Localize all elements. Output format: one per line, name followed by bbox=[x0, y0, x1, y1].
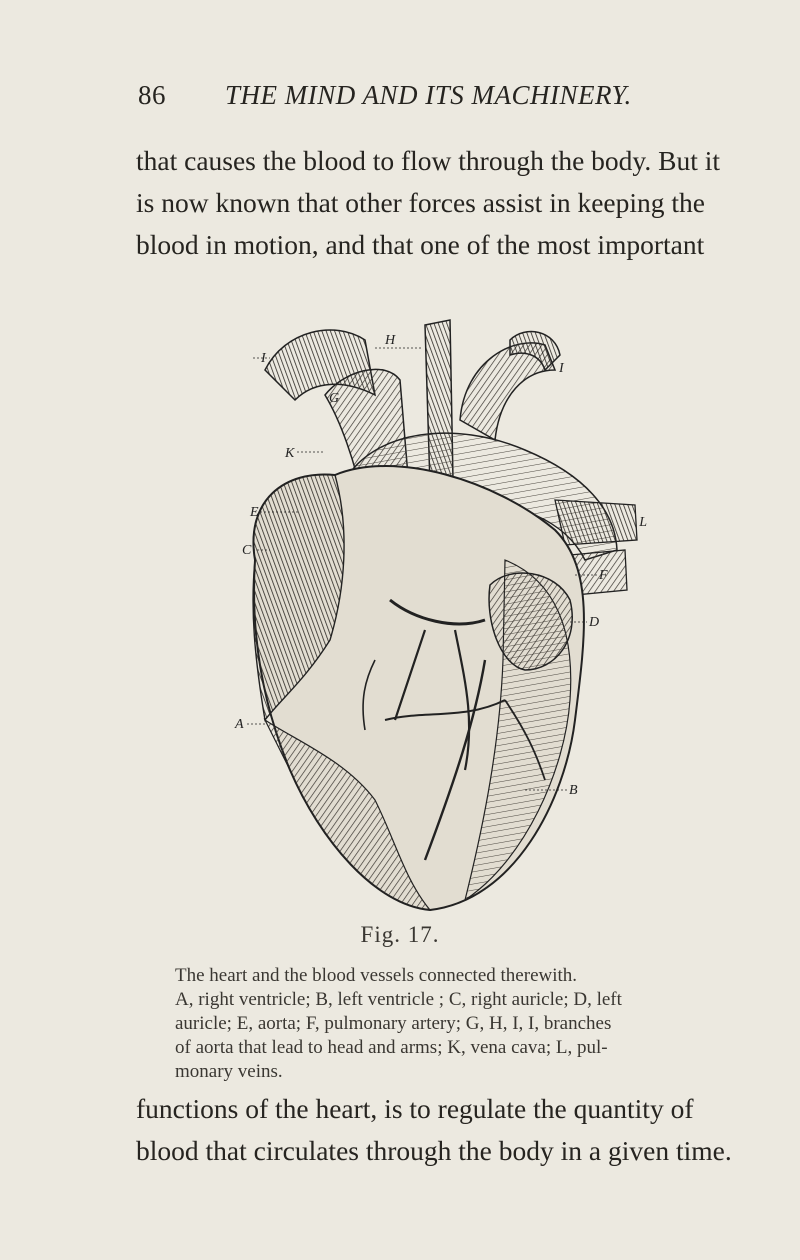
paragraph-top bbox=[136, 140, 756, 266]
label-b: B bbox=[569, 783, 578, 798]
text-line: blood in motion, and that one of the most important bbox=[136, 229, 705, 260]
text-line: that causes the blood to flow through the body. But it bbox=[136, 145, 721, 176]
label-a: A bbox=[235, 717, 244, 732]
text-line: functions of the heart, is to regulate the quantity of bbox=[136, 1093, 694, 1124]
label-g: G bbox=[329, 391, 340, 406]
label-d: D bbox=[589, 615, 600, 630]
caption-line: A, right ventricle; B, left ventricle ; C, right auricle; D, left bbox=[175, 989, 622, 1010]
caption-line: auricle; E, aorta; F, pulmonary artery; G, H, I, I, branches bbox=[175, 1013, 612, 1034]
text-line: blood that circulates through the body in a given time. bbox=[136, 1135, 732, 1166]
label-h: H bbox=[385, 333, 396, 348]
caption-line: The heart and the blood vessels connected therewith. bbox=[175, 965, 578, 986]
figure-caption bbox=[175, 964, 765, 1084]
label-f: F bbox=[599, 568, 608, 583]
running-title: THE MIND AND ITS MACHINERY. bbox=[225, 80, 632, 110]
paragraph-bottom bbox=[136, 1088, 756, 1172]
label-c: C bbox=[242, 543, 252, 558]
caption-line: monary veins. bbox=[175, 1061, 283, 1082]
label-i-left: I bbox=[261, 351, 266, 366]
text-line: is now known that other forces assist in keeping the bbox=[136, 187, 705, 218]
label-k: K bbox=[285, 446, 295, 461]
label-i-right: I bbox=[559, 361, 564, 376]
page-number: 86 bbox=[138, 80, 166, 110]
label-l: L bbox=[639, 515, 647, 530]
caption-line: of aorta that lead to head and arms; K, vena cava; L, pul- bbox=[175, 1037, 608, 1058]
figure-title: Fig. 17. bbox=[360, 922, 440, 947]
label-e: E bbox=[250, 505, 259, 520]
heart-engraving bbox=[225, 300, 645, 920]
heart-illustration bbox=[225, 300, 645, 920]
